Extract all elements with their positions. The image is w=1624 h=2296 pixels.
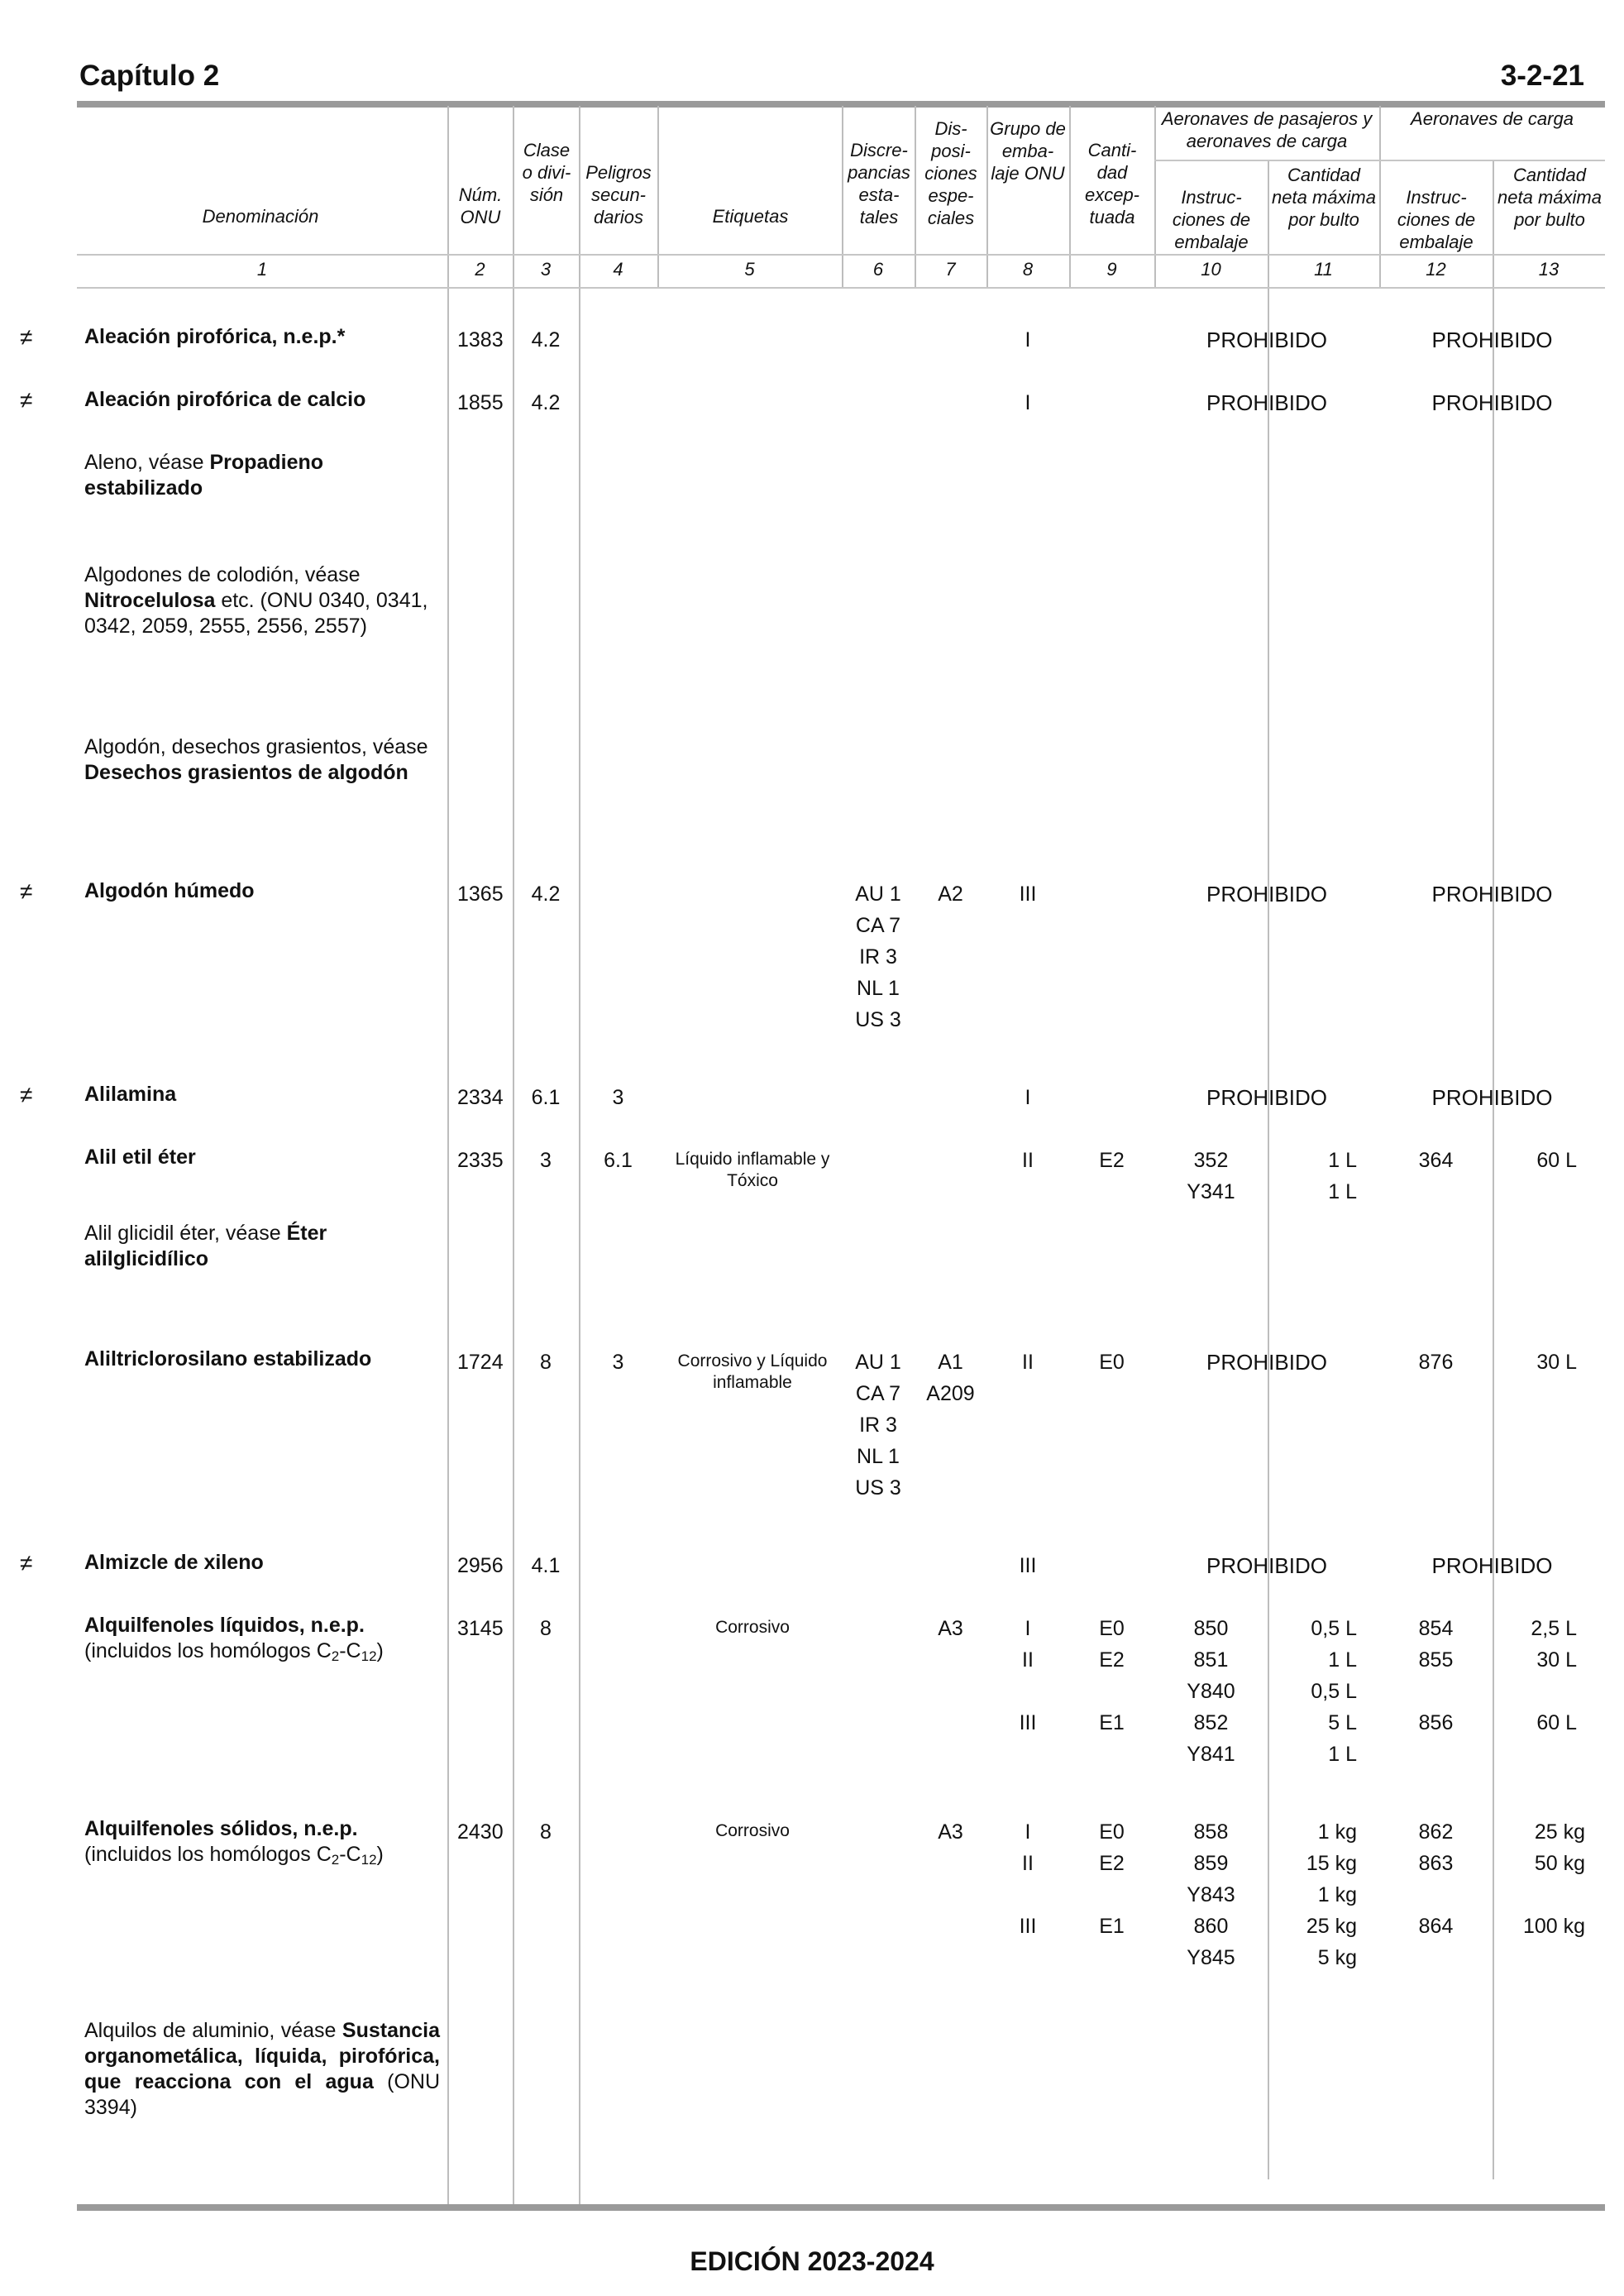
packing-group: III xyxy=(1019,883,1037,906)
cargo-prohibido: PROHIBIDO xyxy=(1431,1085,1553,1110)
col-header-peligros: Peligros secun- darios xyxy=(585,162,652,227)
col-header-num-onu: Núm. ONU xyxy=(458,184,503,227)
un-number: 1383 xyxy=(457,328,504,352)
change-mark: ≠ xyxy=(20,387,33,413)
packing-group: I xyxy=(1025,391,1031,414)
col-header-carga-group: Aeronaves de carga xyxy=(1411,108,1574,129)
col-number: 4 xyxy=(613,259,623,280)
special-provisions: A1 A209 xyxy=(926,1351,975,1405)
excepted-quantity: E0 E2 E1 xyxy=(1099,1820,1125,1938)
passenger-max-quantity: 0,5 L 1 L 0,5 L 5 L 1 L xyxy=(1311,1617,1357,1766)
subsidiary-hazard: 3 xyxy=(612,1086,624,1109)
entry-name: Aleación pirofórica de calcio xyxy=(84,388,366,411)
col-header-clase: Clase o divi- sión xyxy=(522,140,571,205)
col-header-instrucciones-pax: Instruc- ciones de embalaje xyxy=(1172,187,1251,252)
state-variations: AU 1 CA 7 IR 3 NL 1 US 3 xyxy=(855,1351,901,1500)
passenger-max-quantity: 1 kg 15 kg 1 kg 25 kg 5 kg xyxy=(1306,1820,1357,1969)
un-number: 1365 xyxy=(457,883,504,906)
col-header-cantidad-exceptuada: Canti- dad excep- tuada xyxy=(1084,140,1140,227)
col-header-disposiciones: Dis- posi- ciones espe- ciales xyxy=(924,118,977,228)
packing-group: I xyxy=(1025,1086,1031,1109)
passenger-prohibido: PROHIBIDO xyxy=(1206,390,1327,415)
col-header-etiquetas: Etiquetas xyxy=(712,206,789,227)
cargo-packing-instruction: 854 855 856 xyxy=(1418,1617,1454,1734)
col-number: 11 xyxy=(1314,259,1333,280)
bottom-rule xyxy=(77,2204,1605,2211)
cargo-prohibido: PROHIBIDO xyxy=(1431,390,1553,415)
class-division: 8 xyxy=(540,1351,552,1374)
un-number: 2430 xyxy=(457,1820,504,1844)
excepted-quantity: E0 xyxy=(1099,1351,1125,1374)
col-header-pasajeros-group: Aeronaves de pasajeros y aeronaves de carga xyxy=(1161,108,1373,151)
excepted-quantity: E2 xyxy=(1099,1149,1125,1172)
change-mark: ≠ xyxy=(20,1550,33,1576)
passenger-max-quantity: 1 L 1 L xyxy=(1328,1149,1357,1203)
un-number: 2956 xyxy=(457,1554,504,1577)
passenger-prohibido: PROHIBIDO xyxy=(1206,1350,1327,1375)
group-divider xyxy=(1154,160,1605,161)
packing-group: I II III xyxy=(1019,1617,1037,1734)
entry-name: Alquilfenoles líquidos, n.e.p. (incluidos los homólogos $C_2-C_{12}$) xyxy=(84,1614,384,1664)
entry-name: Aleación pirofórica, n.e.p.* xyxy=(84,325,346,348)
col-header-denominacion: Denominación xyxy=(202,206,319,227)
col-header-grupo: Grupo de emba- laje ONU xyxy=(990,118,1066,184)
special-provisions: A3 xyxy=(938,1820,963,1844)
special-provisions: A2 xyxy=(938,883,963,906)
entry-name: Alil etil éter xyxy=(84,1146,196,1169)
cross-reference-entry: Aleno, véase Propadieno estabilizado xyxy=(84,451,324,500)
edition-footer: EDICIÓN 2023-2024 xyxy=(690,2246,934,2276)
col-number: 7 xyxy=(945,259,956,280)
entry-name: Aliltriclorosilano estabilizado xyxy=(84,1347,372,1370)
col-number: 10 xyxy=(1201,259,1221,280)
passenger-packing-instruction: 352 Y341 xyxy=(1187,1149,1235,1203)
un-number: 3145 xyxy=(457,1617,504,1640)
hazard-label: Líquido inflamable y Tóxico xyxy=(675,1150,830,1190)
passenger-prohibido: PROHIBIDO xyxy=(1206,882,1327,906)
class-division: 4.2 xyxy=(531,391,561,414)
col-header-cantidad-cargo: Cantidad neta máxima por bulto xyxy=(1497,165,1602,230)
col-number: 3 xyxy=(540,259,552,280)
packing-group: II xyxy=(1022,1351,1034,1374)
col-number: 5 xyxy=(744,259,755,280)
page-number: 3-2-21 xyxy=(1500,60,1584,92)
header-divider xyxy=(77,254,1605,256)
entry-name: Alilamina xyxy=(84,1083,177,1106)
un-number: 2334 xyxy=(457,1086,504,1109)
hazard-label: Corrosivo y Líquido inflamable xyxy=(677,1351,828,1392)
col-number: 2 xyxy=(475,259,485,280)
passenger-prohibido: PROHIBIDO xyxy=(1206,1085,1327,1110)
col-number: 13 xyxy=(1538,259,1560,280)
class-division: 6.1 xyxy=(531,1086,561,1109)
passenger-packing-instruction: 858 859 Y843 860 Y845 xyxy=(1187,1820,1235,1969)
entry-name: Algodón húmedo xyxy=(84,879,255,902)
passenger-prohibido: PROHIBIDO xyxy=(1206,1553,1327,1578)
hazard-label: Corrosivo xyxy=(715,1618,790,1637)
passenger-packing-instruction: 850 851 Y840 852 Y841 xyxy=(1187,1617,1235,1766)
cargo-max-quantity: 30 L xyxy=(1536,1351,1577,1374)
un-number: 1855 xyxy=(457,391,504,414)
cargo-max-quantity: 60 L xyxy=(1536,1149,1577,1172)
change-mark: ≠ xyxy=(20,878,33,904)
state-variations: AU 1 CA 7 IR 3 NL 1 US 3 xyxy=(855,883,901,1031)
top-rule xyxy=(77,101,1605,108)
cargo-prohibido: PROHIBIDO xyxy=(1431,328,1553,352)
packing-group: II xyxy=(1022,1149,1034,1172)
special-provisions: A3 xyxy=(938,1617,963,1640)
col-number: 1 xyxy=(256,259,268,280)
cross-reference-entry: Alquilos de aluminio, véase Sustancia organometálica, líquida, pirofórica, que reacciona con el agua (ONU 3394) xyxy=(84,2019,440,2119)
change-mark: ≠ xyxy=(20,324,33,350)
packing-group: I II III xyxy=(1019,1820,1037,1938)
cross-reference-entry: Algodones de colodión, véase Nitrocelulosa etc. (ONU 0340, 0341, 0342, 2059, 2555, 2556, 2557) xyxy=(84,563,428,638)
class-division: 4.2 xyxy=(531,328,561,352)
cargo-prohibido: PROHIBIDO xyxy=(1431,1553,1553,1578)
cargo-packing-instruction: 862 863 864 xyxy=(1418,1820,1454,1938)
un-number: 2335 xyxy=(457,1149,504,1172)
header-divider xyxy=(77,287,1605,289)
col-header-instrucciones-cargo: Instruc- ciones de embalaje xyxy=(1397,187,1476,252)
excepted-quantity: E0 E2 E1 xyxy=(1099,1617,1125,1734)
cargo-packing-instruction: 364 xyxy=(1418,1149,1454,1172)
col-divider xyxy=(447,106,449,2205)
passenger-prohibido: PROHIBIDO xyxy=(1206,328,1327,352)
entry-name: Alquilfenoles sólidos, n.e.p. (incluidos los homólogos $C_2-C_{12}$) xyxy=(84,1817,384,1868)
subsidiary-hazard: 6.1 xyxy=(604,1149,633,1172)
change-mark: ≠ xyxy=(20,1082,33,1107)
class-division: 4.1 xyxy=(531,1554,561,1577)
col-number: 9 xyxy=(1106,259,1117,280)
cargo-prohibido: PROHIBIDO xyxy=(1431,882,1553,906)
class-division: 8 xyxy=(540,1617,552,1640)
col-number: 12 xyxy=(1426,259,1446,280)
subsidiary-hazard: 3 xyxy=(612,1351,624,1374)
cargo-max-quantity: 25 kg 50 kg 100 kg xyxy=(1522,1820,1585,1938)
packing-group: III xyxy=(1019,1554,1037,1577)
packing-group: I xyxy=(1025,328,1031,352)
cross-reference-entry: Alil glicidil éter, véase Éter alilglicidílico xyxy=(84,1222,327,1270)
col-header-discrepancias: Discre- pancias esta- tales xyxy=(848,140,910,227)
cargo-max-quantity: 2,5 L 30 L 60 L xyxy=(1531,1617,1577,1734)
hazard-label: Corrosivo xyxy=(715,1821,790,1840)
chapter-title: Capítulo 2 xyxy=(79,60,220,92)
entry-name: Almizcle de xileno xyxy=(84,1551,264,1574)
cross-reference-entry: Algodón, desechos grasientos, véase Desechos grasientos de algodón xyxy=(84,735,428,784)
col-number: 6 xyxy=(872,259,884,280)
un-number: 1724 xyxy=(457,1351,504,1374)
cargo-packing-instruction: 876 xyxy=(1418,1351,1454,1374)
class-division: 3 xyxy=(540,1149,552,1172)
col-header-cantidad-pax: Cantidad neta máxima por bulto xyxy=(1272,165,1376,230)
col-number: 8 xyxy=(1022,259,1034,280)
class-division: 8 xyxy=(540,1820,552,1844)
class-division: 4.2 xyxy=(531,883,561,906)
